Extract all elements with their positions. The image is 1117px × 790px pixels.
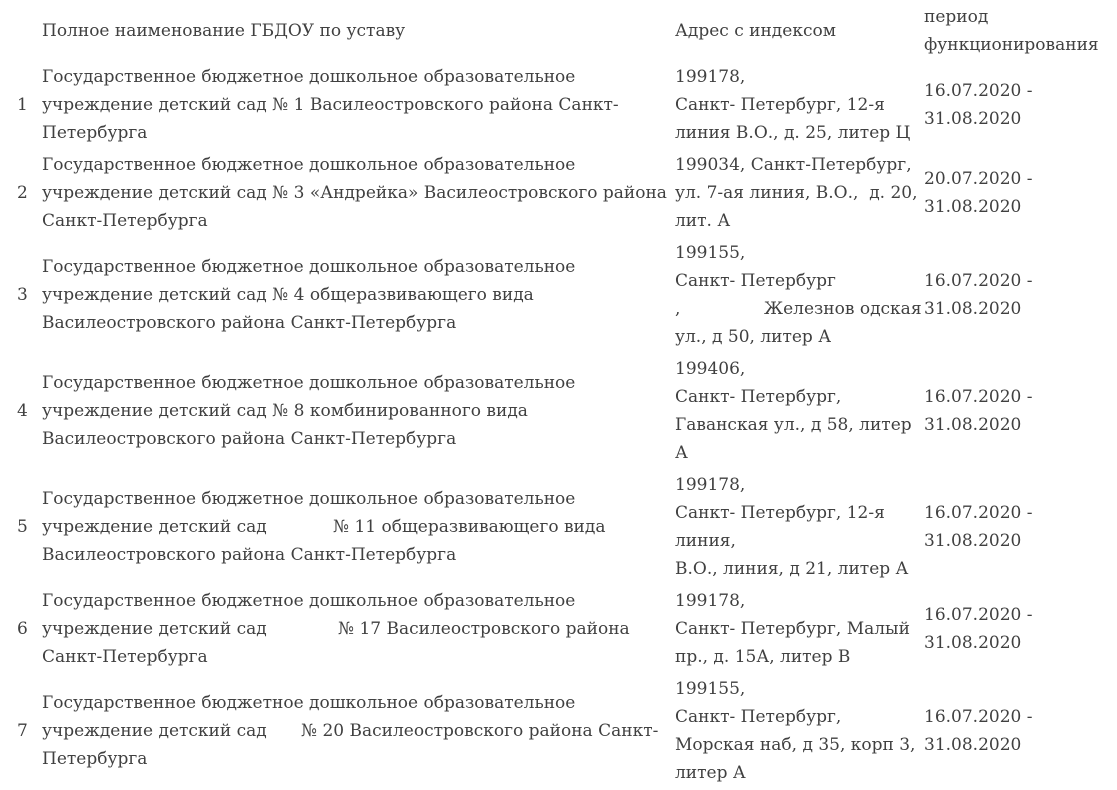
- row-address-line: ул. 7-ая линия, В.О., д. 20,: [675, 183, 918, 203]
- row-address-line: ,: [675, 299, 681, 319]
- row-address-line: Санкт- Петербург,: [675, 387, 842, 407]
- row-period-line: 20.07.2020 -: [924, 169, 1033, 189]
- row-period-line: 31.08.2020: [924, 735, 1022, 755]
- row-address-line: В.О., линия, д 21, литер А: [675, 559, 909, 579]
- row-name-line: Государственное бюджетное дошкольное образовательное: [42, 373, 576, 393]
- header-period-line1: период: [924, 7, 989, 27]
- row-number: 7: [17, 721, 28, 741]
- row-address-line: пр., д. 15А, литер В: [675, 647, 851, 667]
- row-name-line: Василеостровского района Санкт-Петербурга: [42, 313, 457, 333]
- row-name-line: учреждение детский сад № 4 общеразвивающего вида: [42, 285, 534, 305]
- row-address-line: Санкт- Петербург, 12-я: [675, 503, 885, 523]
- row-address-line: А: [675, 443, 688, 463]
- row-period-line: 31.08.2020: [924, 531, 1022, 551]
- row-name-line: № 17 Василеостровского района: [338, 619, 630, 639]
- row-name-line: Василеостровского района Санкт-Петербурга: [42, 429, 457, 449]
- row-period-line: 31.08.2020: [924, 299, 1022, 319]
- row-address-line: Гаванская ул., д 58, литер: [675, 415, 912, 435]
- row-address-line: Санкт- Петербург: [675, 271, 836, 291]
- row-period-line: 31.08.2020: [924, 415, 1022, 435]
- row-number: 1: [17, 95, 28, 115]
- header-address: Адрес с индексом: [675, 21, 836, 41]
- row-address-line: 199178,: [675, 591, 746, 611]
- row-name-line: учреждение детский сад № 3 «Андрейка» Василеостровского района: [42, 183, 667, 203]
- row-name-line: Государственное бюджетное дошкольное образовательное: [42, 155, 576, 175]
- row-name-line: Петербурга: [42, 123, 148, 143]
- row-name-line: Василеостровского района Санкт-Петербурга: [42, 545, 457, 565]
- row-name-line: Государственное бюджетное дошкольное образовательное: [42, 489, 576, 509]
- row-address-line: Железнов одская: [764, 299, 922, 319]
- row-name-line: учреждение детский сад № 8 комбинированного вида: [42, 401, 528, 421]
- row-name-line: учреждение детский сад: [42, 619, 267, 639]
- row-number: 3: [17, 285, 28, 305]
- header-name: Полное наименование ГБДОУ по уставу: [42, 21, 406, 41]
- row-name-line: Государственное бюджетное дошкольное образовательное: [42, 67, 576, 87]
- row-name-line: Петербурга: [42, 749, 148, 769]
- row-address-line: литер А: [675, 763, 746, 783]
- row-name-line: № 20 Василеостровского района Санкт-: [301, 721, 659, 741]
- row-address-line: ул., д 50, литер А: [675, 327, 832, 347]
- row-address-line: линия,: [675, 531, 736, 551]
- row-name-line: учреждение детский сад: [42, 721, 267, 741]
- row-period-line: 16.07.2020 -: [924, 387, 1033, 407]
- row-period-line: 31.08.2020: [924, 109, 1022, 129]
- row-period-line: 31.08.2020: [924, 633, 1022, 653]
- row-address-line: линия В.О., д. 25, литер Ц: [675, 123, 911, 143]
- row-name-line: Санкт-Петербурга: [42, 647, 208, 667]
- row-address-line: Морская наб, д 35, корп 3,: [675, 735, 916, 755]
- row-period-line: 31.08.2020: [924, 197, 1022, 217]
- row-address-line: 199155,: [675, 243, 746, 263]
- row-name-line: Государственное бюджетное дошкольное образовательное: [42, 257, 576, 277]
- row-name-line: № 11 общеразвивающего вида: [333, 517, 606, 537]
- row-period-line: 16.07.2020 -: [924, 707, 1033, 727]
- row-name-line: учреждение детский сад: [42, 517, 267, 537]
- row-address-line: 199406,: [675, 359, 746, 379]
- row-name-line: Государственное бюджетное дошкольное образовательное: [42, 591, 576, 611]
- row-number: 6: [17, 619, 28, 639]
- row-address-line: 199178,: [675, 475, 746, 495]
- row-name-line: Государственное бюджетное дошкольное образовательное: [42, 693, 576, 713]
- row-address-line: Санкт- Петербург, Малый: [675, 619, 910, 639]
- row-name-line: учреждение детский сад № 1 Василеостровского района Санкт-: [42, 95, 619, 115]
- header-period-line2: функционирования: [924, 35, 1099, 55]
- row-period-line: 16.07.2020 -: [924, 271, 1033, 291]
- row-number: 2: [17, 183, 28, 203]
- row-address-line: 199178,: [675, 67, 746, 87]
- row-address-line: 199155,: [675, 679, 746, 699]
- row-name-line: Санкт-Петербурга: [42, 211, 208, 231]
- row-period-line: 16.07.2020 -: [924, 81, 1033, 101]
- row-address-line: Санкт- Петербург,: [675, 707, 842, 727]
- row-address-line: лит. А: [675, 211, 731, 231]
- row-number: 5: [17, 517, 28, 537]
- row-period-line: 16.07.2020 -: [924, 605, 1033, 625]
- row-address-line: 199034, Санкт-Петербург,: [675, 155, 912, 175]
- row-address-line: Санкт- Петербург, 12-я: [675, 95, 885, 115]
- row-number: 4: [17, 401, 28, 421]
- row-period-line: 16.07.2020 -: [924, 503, 1033, 523]
